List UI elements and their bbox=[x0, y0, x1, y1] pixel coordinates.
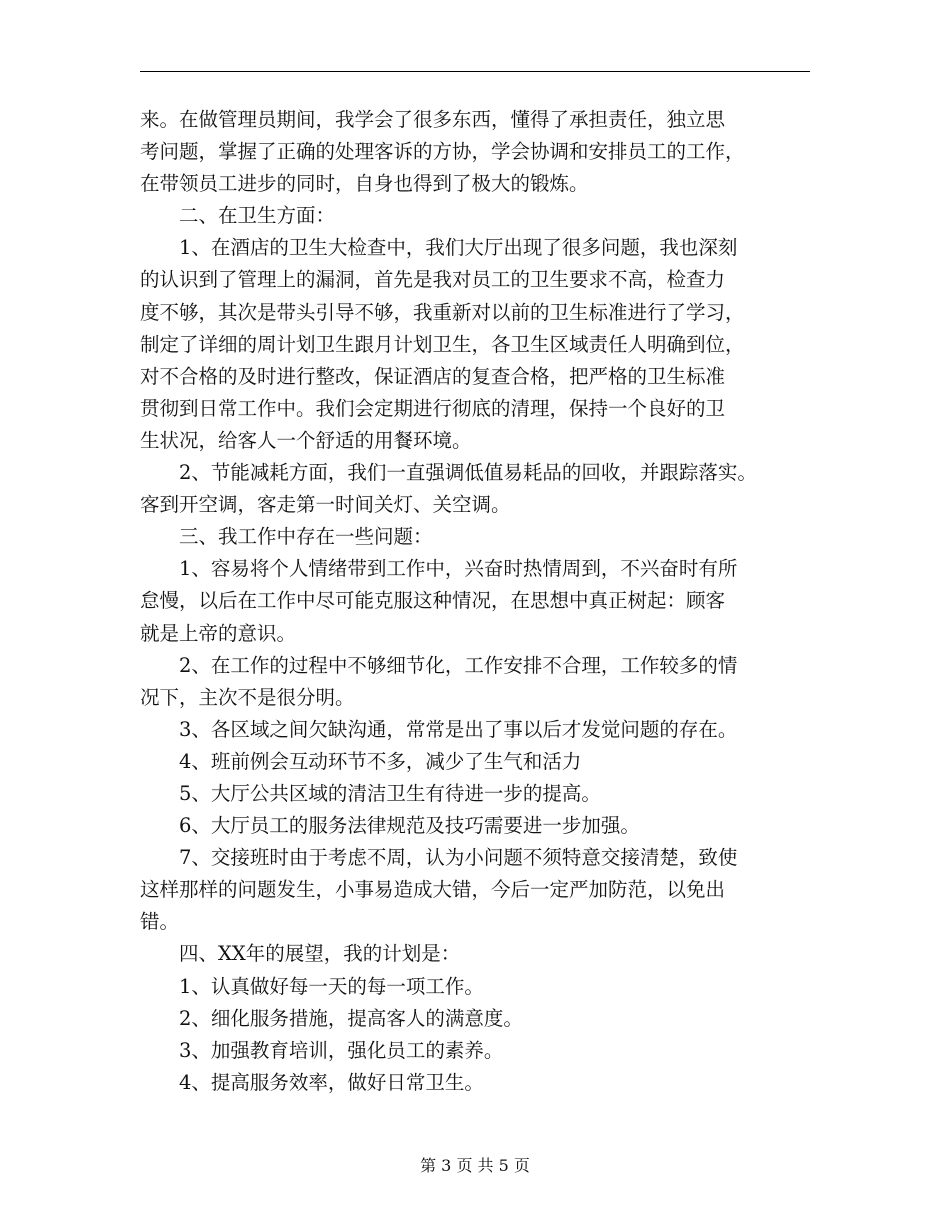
text-line: 考问题，掌握了正确的处理客诉的方协，学会协调和安排员工的工作， bbox=[140, 140, 745, 164]
header-rule bbox=[140, 71, 810, 72]
text-line: 客到开空调，客走第一时间关灯、关空调。 bbox=[140, 493, 511, 517]
document-body bbox=[140, 104, 815, 1099]
text-line: 2、细化服务措施，提高客人的满意度。 bbox=[140, 1006, 523, 1030]
text-line: 怠慢，以后在工作中尽可能克服这种情况，在思想中真正树起：顾客 bbox=[140, 589, 726, 613]
section-heading: 二、在卫生方面： bbox=[140, 204, 336, 228]
text-line: 错。 bbox=[140, 910, 180, 934]
text-line: 6、大厅员工的服务法律规范及技巧需要进一步加强。 bbox=[140, 814, 640, 838]
text-line: 来。在做管理员期间，我学会了很多东西，懂得了承担责任，独立思 bbox=[140, 108, 726, 131]
section-heading: 三、我工作中存在一些问题： bbox=[140, 525, 433, 549]
text-line: 4、班前例会互动环节不多，减少了生气和活力 bbox=[140, 749, 582, 773]
text-line: 就是上帝的意识。 bbox=[140, 621, 297, 645]
text-line: 5、大厅公共区域的清洁卫生有待进一步的提高。 bbox=[140, 781, 601, 805]
text-line: 3、加强教育培训，强化员工的素养。 bbox=[140, 1038, 504, 1062]
text-line: 况下，主次不是很分明。 bbox=[140, 685, 355, 709]
text-line: 对不合格的及时进行整改，保证酒店的复查合格，把严格的卫生标准 bbox=[140, 364, 726, 388]
text-line: 7、交接班时由于考虑不周，认为小问题不须特意交接清楚，致使 bbox=[140, 846, 738, 870]
text-line: 1、容易将个人情绪带到工作中，兴奋时热情周到，不兴奋时有所 bbox=[140, 557, 738, 581]
text-line: 制定了详细的周计划卫生跟月计划卫生，各卫生区域责任人明确到位， bbox=[140, 332, 745, 356]
text-line: 1、认真做好每一天的每一项工作。 bbox=[140, 974, 484, 998]
text-line: 4、提高服务效率，做好日常卫生。 bbox=[140, 1070, 484, 1094]
text-line: 生状况，给客人一个舒适的用餐环境。 bbox=[140, 428, 472, 452]
text-line: 度不够，其次是带头引导不够，我重新对以前的卫生标准进行了学习， bbox=[140, 300, 745, 324]
text-line: 2、在工作的过程中不够细节化，工作安排不合理，工作较多的情 bbox=[140, 653, 738, 677]
page-number: 第 3 页 共 5 页 bbox=[420, 1156, 530, 1175]
text-line: 这样那样的问题发生，小事易造成大错，今后一定严加防范，以免出 bbox=[140, 878, 726, 902]
text-line: 贯彻到日常工作中。我们会定期进行彻底的清理，保持一个良好的卫 bbox=[140, 396, 726, 420]
section-heading: 四、XX年的展望，我的计划是： bbox=[140, 942, 461, 966]
text-line: 的认识到了管理上的漏洞，首先是我对员工的卫生要求不高，检查力 bbox=[140, 268, 726, 292]
text-line: 在带领员工进步的同时，自身也得到了极大的锻炼。 bbox=[140, 172, 589, 196]
text-line: 3、各区域之间欠缺沟通，常常是出了事以后才发觉问题的存在。 bbox=[140, 717, 738, 741]
text-line: 2、节能减耗方面，我们一直强调低值易耗品的回收，并跟踪落实。 bbox=[140, 461, 757, 485]
text-line: 1、在酒店的卫生大检查中，我们大厅出现了很多问题，我也深刻 bbox=[140, 236, 738, 260]
